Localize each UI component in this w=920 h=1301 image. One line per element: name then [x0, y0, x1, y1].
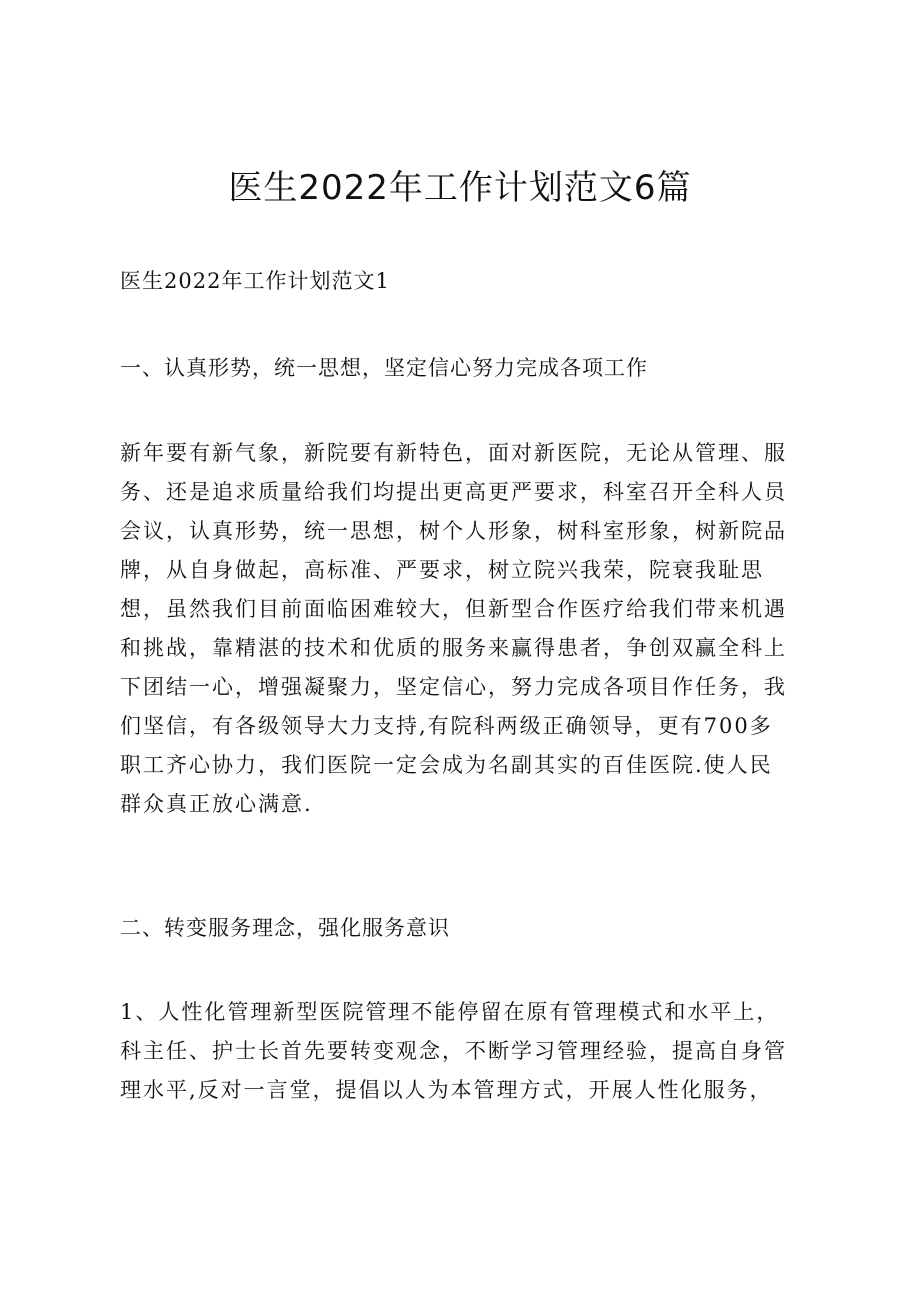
paragraph-line: 理水平,反对一言堂，提倡以人为本管理方式，开展人性化服务， — [120, 1078, 773, 1102]
paragraph-line: 们坚信，有各级领导大力支持,有院科两级正确领导，更有700多 — [120, 714, 773, 738]
paragraph-line: 职工齐心协力，我们医院一定会成为名副其实的百佳医院.使人民 — [120, 753, 773, 777]
document-subtitle: 医生2022年工作计划范文1 — [120, 269, 390, 293]
paragraph-line: 和挑战，靠精湛的技术和优质的服务来赢得患者，争创双赢全科上 — [120, 636, 787, 660]
section-2-paragraph — [120, 993, 800, 1110]
paragraph-line: 新年要有新气象，新院要有新特色，面对新医院，无论从管理、服 — [120, 441, 787, 465]
paragraph-line: 科主任、护士长首先要转变观念，不断学习管理经验，提高自身管 — [120, 1039, 787, 1063]
paragraph-line: 下团结一心，增强凝聚力，坚定信心，努力完成各项目作任务，我 — [120, 675, 787, 699]
section-1-paragraph — [120, 434, 800, 824]
paragraph-line: 群众真正放心满意. — [120, 792, 313, 816]
paragraph-line: 牌，从自身做起，高标准、严要求，树立院兴我荣，院衰我耻思 — [120, 558, 764, 582]
section-1-heading: 一、认真形势，统一思想，坚定信心努力完成各项工作 — [120, 356, 648, 380]
paragraph-line: 1、人性化管理新型医院管理不能停留在原有管理模式和水平上， — [120, 1000, 780, 1024]
section-2-heading: 二、转变服务理念，强化服务意识 — [120, 916, 450, 940]
paragraph-line: 会议，认真形势，统一思想，树个人形象，树科室形象，树新院品 — [120, 519, 787, 543]
paragraph-line: 务、还是追求质量给我们均提出更高更严要求，科室召开全科人员 — [120, 480, 787, 504]
paragraph-line: 想，虽然我们目前面临困难较大，但新型合作医疗给我们带来机遇 — [120, 597, 787, 621]
document-title: 医生2022年工作计划范文6篇 — [228, 168, 692, 208]
